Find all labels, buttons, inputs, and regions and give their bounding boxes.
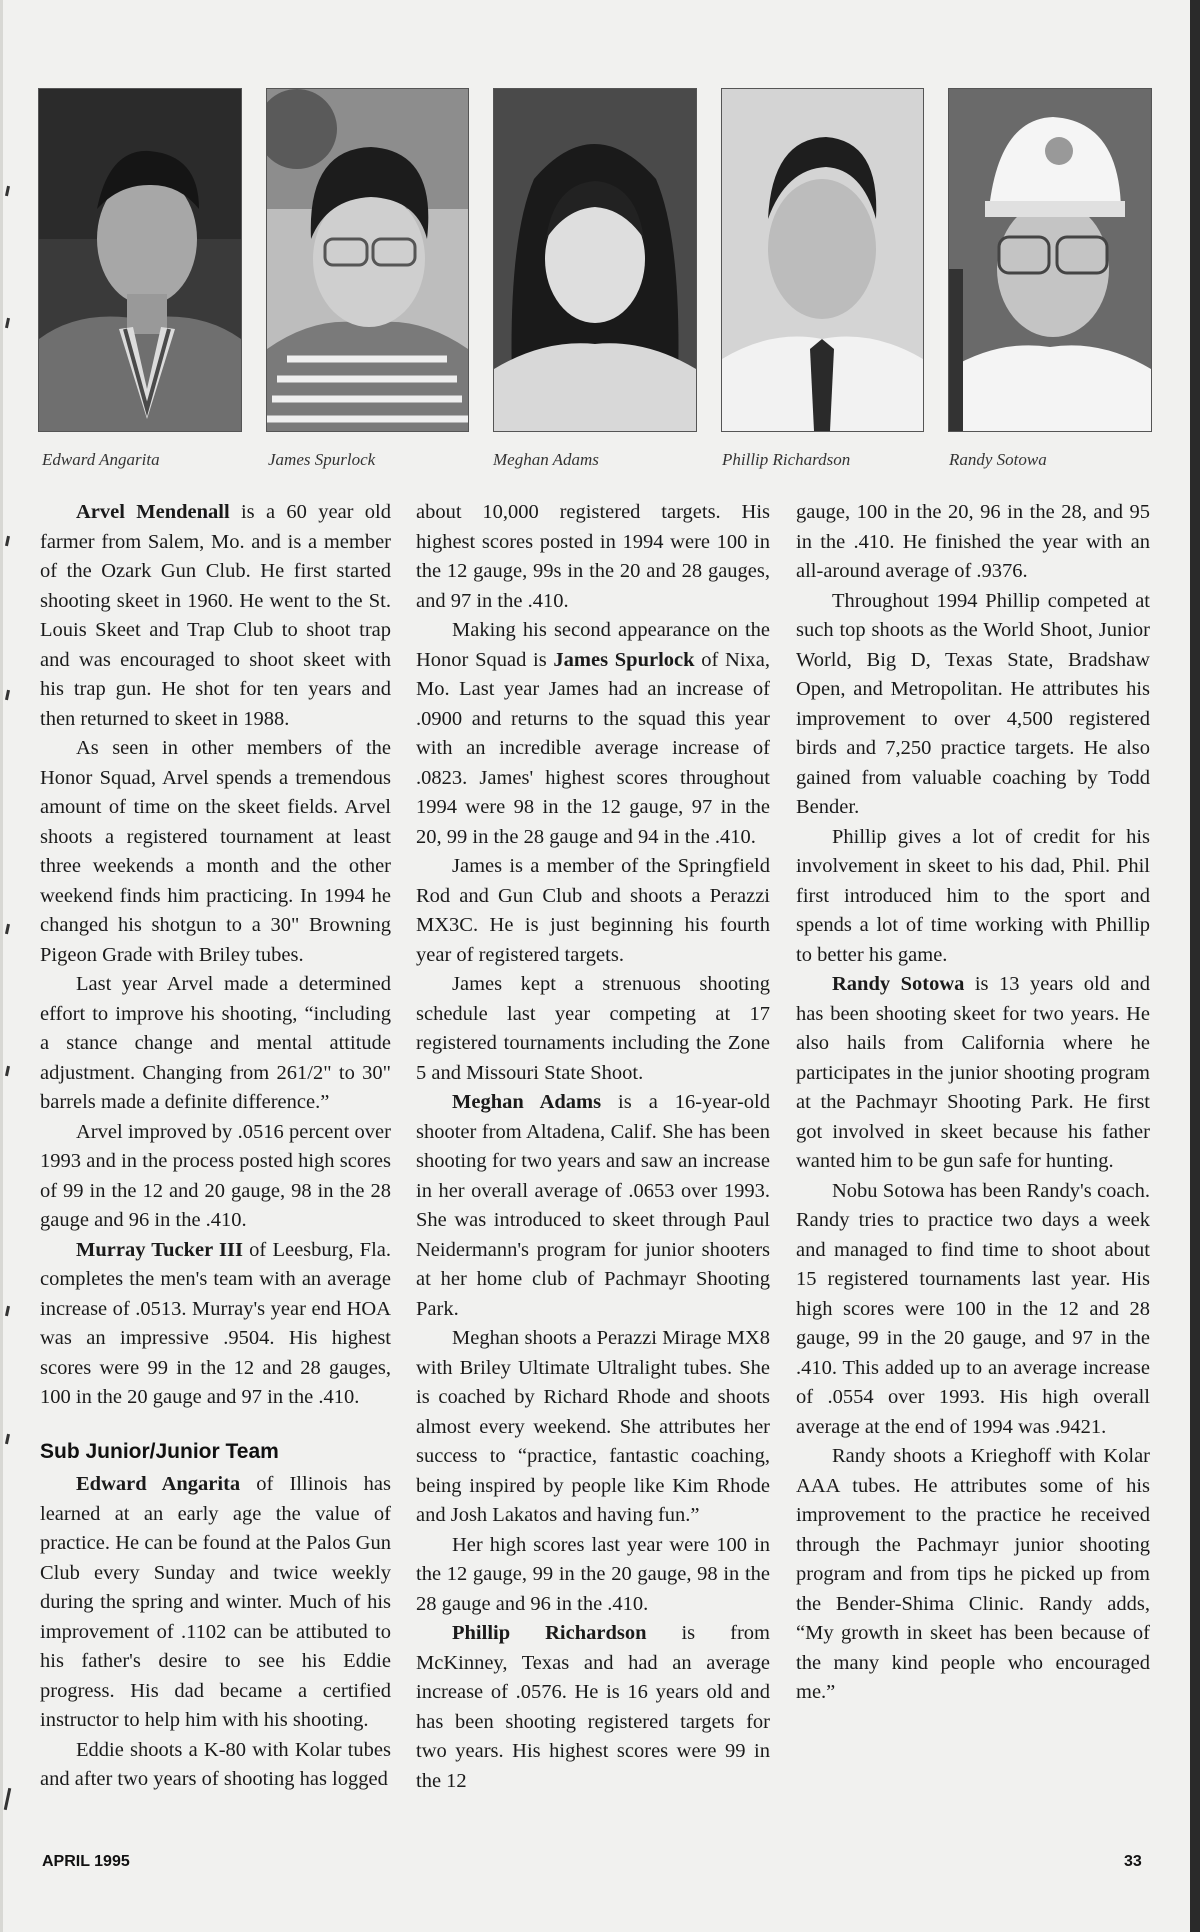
paragraph: Phillip gives a lot of credit for his involvement in skeet to his dad, Phil. Phil first introduced him to the sport and spends a lot of time working with Phillip to better his game. — [796, 825, 1150, 966]
paragraph: James kept a strenuous shooting schedule last year competing at 17 registered tournaments including the Zone 5 and Missouri State Shoot. — [416, 973, 770, 1084]
page-number: 33 — [1124, 1853, 1142, 1870]
margin-mark — [5, 924, 10, 934]
margin-mark — [4, 1788, 12, 1810]
paragraph: As seen in other members of the Honor Squad, Arvel spends a tremendous amount of time on the skeet fields. Arvel shoots a registered tournament at least three weekends a month and the other weekend finds him practicing. In 1994 he changed his shotgun to a 30" Browning Pigeon Grade with Briley tubes. — [40, 737, 391, 966]
paragraph: Last year Arvel made a determined effort to improve his shooting, “including a stance change and mental attitude adjustment. Changing from 261/2" to 30" barrels made a definite difference.” — [40, 973, 391, 1113]
photo-caption: Edward Angarita — [42, 450, 160, 469]
paragraph-text: is a 16-year-old shooter from Altadena, Calif. She has been shooting for two years and saw an increase in her overall average of .0653 over 1993. She was introduced to skeet through Paul Neidermann's program for junior shooters at her home club of Pachmayr Shooting Park. — [416, 1091, 770, 1320]
paragraph: Meghan shoots a Perazzi Mirage MX8 with Briley Ultimate Ultralight tubes. She is coached by Richard Rhode and shoots almost every weekend. She attributes her success to “practice, fantastic coaching, being inspired by people like Kim Rhode and Josh Lakatos and having fun.” — [416, 1327, 770, 1526]
paragraph-text: of Illinois has learned at an early age the value of practice. He can be found at the Palos Gun Club every Sunday and twice weekly during the spring and winter. Much of his improvement of .1102 can be attibuted to his father's desire to see his Eddie progress. His dad became a certified instructor to help him with his shooting. — [40, 1473, 391, 1731]
margin-mark — [5, 690, 10, 700]
person-name: Meghan Adams — [452, 1091, 602, 1113]
margin-mark — [5, 186, 10, 196]
section-heading: Sub Junior/Junior Team — [40, 1439, 279, 1463]
paragraph: Eddie shoots a K-80 with Kolar tubes and after two years of shooting has logged — [40, 1738, 391, 1790]
margin-mark — [5, 1066, 10, 1076]
paragraph: Throughout 1994 Phillip competed at such top shoots as the World Shoot, Junior World, Big D, Texas State, Bradshaw Open, and Metropolitan. He attributes his improvement to over 4,500 registered birds and 7,250 practice targets. He also gained from valuable coaching by Todd Bender. — [796, 589, 1150, 818]
person-name: Edward Angarita — [76, 1473, 241, 1495]
margin-mark — [5, 1434, 10, 1444]
paragraph-text: Making his second appearance on the Honor Squad is — [416, 619, 770, 671]
paragraph-text: is 13 years old and has been shooting skeet for two years. He also hails from California where he participates in the junior shooting program at the Pachmayr Shooting Park. He first got involved in skeet because his father wanted him to be gun safe for hunting. — [796, 973, 1150, 1172]
photo-caption: Meghan Adams — [493, 450, 599, 469]
person-name: Arvel Mendenall — [76, 501, 230, 523]
paragraph-text: of Leesburg, Fla. completes the men's team with an average increase of .0513. Murray's year end HOA was an impressive .9504. His highest scores were 99 in the 12 and 28 gauges, 100 in the 20 gauge and 97 in the .410. — [40, 1238, 391, 1408]
paragraph: Randy shoots a Krieghoff with Kolar AAA tubes. He attributes some of his improvement to the practice he received through the Pachmayr junior shooting program and from tips he picked up from the Bender-Shima Clinic. Randy adds, “My growth in skeet has been because of the many kind people who encouraged me.” — [796, 1445, 1150, 1703]
paragraph — [416, 616, 770, 852]
paragraph: Her high scores last year were 100 in the 12 gauge, 99 in the 20 gauge, 98 in the 28 gauge and 96 in the .410. — [416, 1533, 770, 1615]
paragraph — [40, 1236, 391, 1413]
paragraph-text: is a 60 year old farmer from Salem, Mo. and is a member of the Ozark Gun Club. He first started shooting skeet in 1960. He went to the St. Louis Skeet and Trap Club to shoot trap and was encouraged to shoot skeet with his trap gun. He shot for ten years and then returned to skeet in 1988. — [40, 501, 392, 730]
paragraph: Arvel improved by .0516 percent over 1993 and in the process posted high scores of 99 in the 12 and 20 gauge, 98 in the 28 gauge and 96 in the .410. — [40, 1120, 391, 1231]
photo-caption: Phillip Richardson — [722, 450, 851, 469]
paragraph — [796, 970, 1150, 1177]
margin-mark — [5, 318, 10, 328]
paragraph: James is a member of the Springfield Rod and Gun Club and shoots a Perazzi MX3C. He is just beginning his fourth year of registered targets. — [416, 855, 770, 966]
paragraph — [416, 1619, 770, 1796]
photo-edward-angarita — [38, 88, 242, 432]
person-name: Phillip Richardson — [452, 1622, 647, 1644]
photo-caption: James Spurlock — [268, 450, 376, 469]
paragraph — [40, 498, 391, 734]
footer-issue-date: APRIL 1995 — [42, 1853, 130, 1870]
paragraph-text: of Nixa, Mo. Last year James had an increase of .0900 and returns to the squad this year with an incredible average increase of .0823. James' highest scores throughout 1994 were 98 in the 12 gauge, 97 in the 20, 99 in the 28 gauge and 94 in the .410. — [416, 648, 770, 848]
article-column-2 — [416, 498, 770, 1796]
person-name: James Spurlock — [553, 648, 695, 671]
photo-meghan-adams — [493, 88, 697, 432]
article-column-3 — [796, 498, 1150, 1708]
person-name: Randy Sotowa — [832, 973, 965, 995]
margin-mark — [5, 1306, 10, 1316]
margin-mark — [5, 536, 10, 546]
paragraph: gauge, 100 in the 20, 96 in the 28, and 95 in the .410. He finished the year with an all-around average of .9376. — [796, 501, 1150, 582]
photo-randy-sotowa — [948, 88, 1152, 432]
person-name: Murray Tucker III — [76, 1238, 243, 1261]
photo-phillip-richardson — [721, 88, 924, 432]
paragraph — [416, 1088, 770, 1324]
paragraph-text: is from McKinney, Texas and had an average increase of .0576. He is 16 years old and has been shooting registered targets for two years. His highest scores were 99 in the 12 — [416, 1622, 770, 1792]
photo-james-spurlock — [266, 88, 469, 432]
paragraph — [40, 1470, 391, 1736]
paragraph: Nobu Sotowa has been Randy's coach. Randy tries to practice two days a week and managed to find time to shoot about 15 registered tournaments last year. His high scores were 100 in the 12 and 28 gauge, 99 in the 20 gauge, and 97 in the .410. This added up to an average increase of .0554 over 1993. His high overall average at the end of 1994 was .9421. — [796, 1179, 1150, 1438]
photo-caption: Randy Sotowa — [949, 450, 1047, 469]
article-column-1 — [40, 498, 391, 1795]
paragraph: about 10,000 registered targets. His highest scores posted in 1994 were 100 in the 12 gauge, 99s in the 20 and 28 gauges, and 97 in the .410. — [416, 501, 770, 612]
